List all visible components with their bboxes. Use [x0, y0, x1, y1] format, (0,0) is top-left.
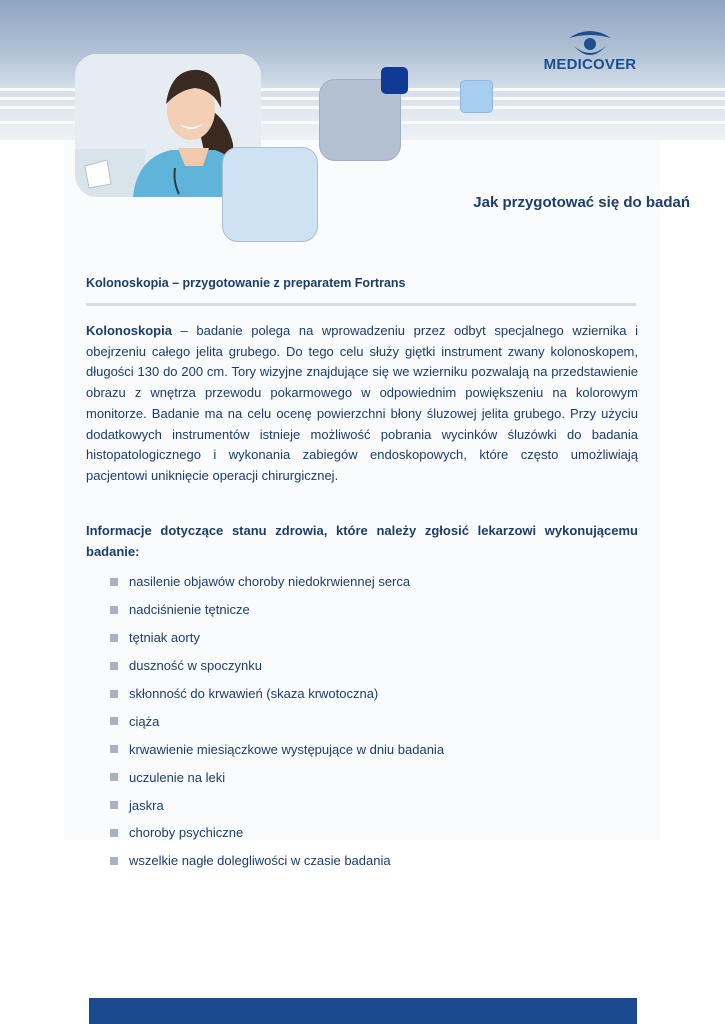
- bullet-square-icon: [110, 662, 118, 670]
- list-item-label: jaskra: [129, 797, 164, 813]
- section-title: Kolonoskopia – przygotowanie z preparatem Fortrans: [86, 276, 406, 290]
- bullet-square-icon: [110, 773, 118, 781]
- list-item-label: krwawienie miesiączkowe występujące w dniu badania: [129, 741, 445, 757]
- list-item-label: choroby psychiczne: [129, 825, 244, 841]
- intro-term: Kolonoskopia: [86, 323, 172, 338]
- bullet-square-icon: [110, 829, 118, 837]
- list-item-label: wszelkie nagłe dolegliwości w czasie badania: [129, 853, 391, 869]
- list-item-label: nadciśnienie tętnicze: [129, 602, 250, 618]
- list-item: [110, 568, 444, 596]
- decorative-square-navy: [381, 67, 408, 94]
- bullet-square-icon: [110, 717, 118, 725]
- bullet-square-icon: [110, 578, 118, 586]
- medicover-logo: [540, 22, 640, 78]
- bullet-square-icon: [110, 690, 118, 698]
- list-item: [110, 596, 444, 624]
- list-item: [110, 707, 444, 735]
- bullet-square-icon: [110, 745, 118, 753]
- bullet-square-icon: [110, 606, 118, 614]
- info-heading: Informacje dotyczące stanu zdrowia, które należy zgłosić lekarzowi wykonującemu badanie:: [86, 523, 638, 559]
- intro-paragraph: [86, 321, 638, 487]
- list-item: [110, 819, 444, 847]
- page-title: Jak przygotować się do badań: [473, 194, 690, 211]
- decorative-square-light: [222, 147, 318, 242]
- list-item: [110, 763, 444, 791]
- list-item-label: tętniak aorty: [129, 630, 200, 646]
- list-item: [110, 680, 444, 708]
- bullet-square-icon: [110, 801, 118, 809]
- bullet-square-icon: [110, 634, 118, 642]
- footer-bar: [89, 998, 637, 1024]
- list-item-label: duszność w spoczynku: [129, 658, 262, 674]
- list-item: [110, 652, 444, 680]
- list-item: [110, 791, 444, 819]
- list-item: [110, 735, 444, 763]
- condition-list: [110, 568, 444, 875]
- intro-text: – badanie polega na wprowadzeniu przez odbyt specjalnego wziernika i obejrzeniu całego jelita grubego. Do tego celu służy giętki instrument zwany kolonoskopem, długości 130 do 200 cm. Tory wizyjne znajdujące się we wzierniku pozwalają na przedstawienie obrazu z wnętrza przewodu pokarmowego w odpowiednim powiększeniu na kolorowym monitorze. Badanie ma na celu ocenę powierzchni błony śluzowej jelita grubego. Przy użyciu dodatkowych instrumentów istnieje możliwość pobrania wycinków śluzówki do badania histopatologicznego i wykonania zabiegów endoskopowych, które często umożliwiają pacjentowi uniknięcie operacji chirurgicznej.: [86, 323, 638, 483]
- bullet-square-icon: [110, 857, 118, 865]
- list-item-label: skłonność do krwawień (skaza krwotoczna): [129, 686, 379, 701]
- logo-text: MEDICOVER: [543, 56, 637, 73]
- decorative-square-sky: [460, 80, 493, 113]
- list-item-label: uczulenie na leki: [129, 769, 226, 785]
- section-divider: [86, 303, 636, 306]
- list-item-label: ciąża: [129, 713, 160, 729]
- list-item: [110, 624, 444, 652]
- list-item-label: nasilenie objawów choroby niedokrwiennej serca: [129, 574, 411, 590]
- logo-emblem-icon: [540, 22, 640, 58]
- list-item: [110, 847, 444, 875]
